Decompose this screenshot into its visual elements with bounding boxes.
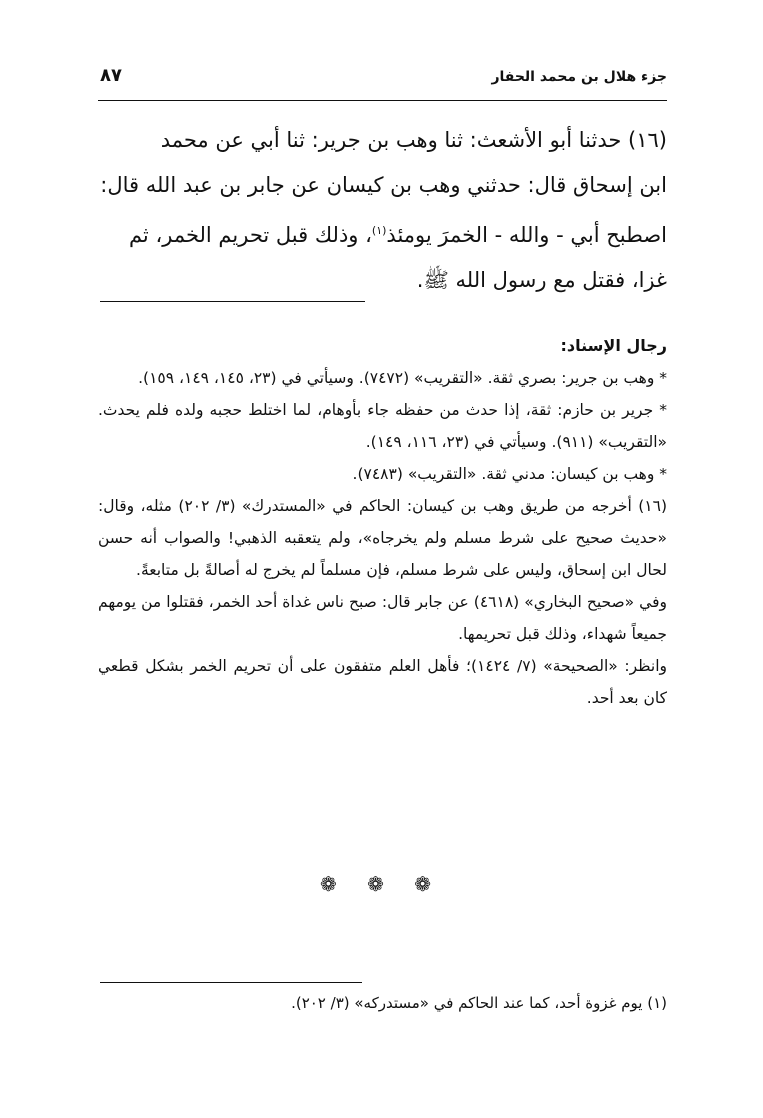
ornament-divider: ❁ ❁ ❁ xyxy=(320,872,443,896)
note-paragraph: * جرير بن حازم: ثقة، إذا حدث من حفظه جاء بأوهام، لما اختلط حجبه ولده فلم يحدث. «التقريب» (٩١١). وسيأتي في (٢٣، ١١٦، ١٤٩). xyxy=(98,401,667,451)
section-separator xyxy=(100,301,365,302)
footnote-reference: (١) xyxy=(371,224,387,237)
hadith-text xyxy=(98,118,667,303)
header-rule xyxy=(98,100,667,101)
hadith-line-1: (١٦) حدثنا أبو الأشعث: ثنا وهب بن جرير: ثنا أبي عن محمد xyxy=(160,128,667,152)
notes-heading: رجال الإسناد: xyxy=(560,336,667,355)
note-paragraph: * وهب بن جرير: بصري ثقة. «التقريب» (٧٤٧٢). وسيأتي في (٢٣، ١٤٥، ١٤٩، ١٥٩). xyxy=(138,369,667,387)
note-paragraph: * وهب بن كيسان: مدني ثقة. «التقريب» (٧٤٨٣). xyxy=(352,465,667,483)
hadith-line-3 xyxy=(98,208,667,258)
isnad-notes xyxy=(98,330,667,714)
hadith-line-2: ابن إسحاق قال: حدثني وهب بن كيسان عن جابر بن عبد الله قال: xyxy=(100,173,667,197)
footnote: (١) يوم غزوة أحد، كما عند الحاكم في «مستدركه» (٣/ ٢٠٢). xyxy=(291,994,667,1012)
note-paragraph: (١٦) أخرجه من طريق وهب بن كيسان: الحاكم في «المستدرك» (٣/ ٢٠٢) مثله، وقال: «حديث صحيح على شرط مسلم ولم يخرجاه»، ولم يتعقبه الذهبي! والصواب أنه حسن لحال ابن إسحاق، وليس على شرط مسلم، فإن مسلماً لم يخرج له أصالةً بل متابعةً. xyxy=(98,497,667,579)
running-header-title: جزء هلال بن محمد الحفار xyxy=(491,69,667,85)
footnote-rule xyxy=(100,982,362,983)
hadith-line-3a: اصطبح أبي - والله - الخمرَ يومئذ xyxy=(386,223,667,247)
note-paragraph: وانظر: «الصحيحة» (٧/ ١٤٢٤)؛ فأهل العلم متفقون على أن تحريم الخمر بشكل قطعي كان بعد أحد. xyxy=(98,657,667,707)
hadith-line-3b: ، وذلك قبل تحريم الخمر، ثم xyxy=(128,223,372,247)
page-number: ٨٧ xyxy=(100,65,122,86)
note-paragraph: وفي «صحيح البخاري» (٤٦١٨) عن جابر قال: صبح ناس غداة أحد الخمر، فقتلوا من يومهم جميعاً شهداء، وذلك قبل تحريمها. xyxy=(98,593,667,643)
hadith-line-4: غزا، فقتل مع رسول الله ﷺ. xyxy=(416,268,667,292)
